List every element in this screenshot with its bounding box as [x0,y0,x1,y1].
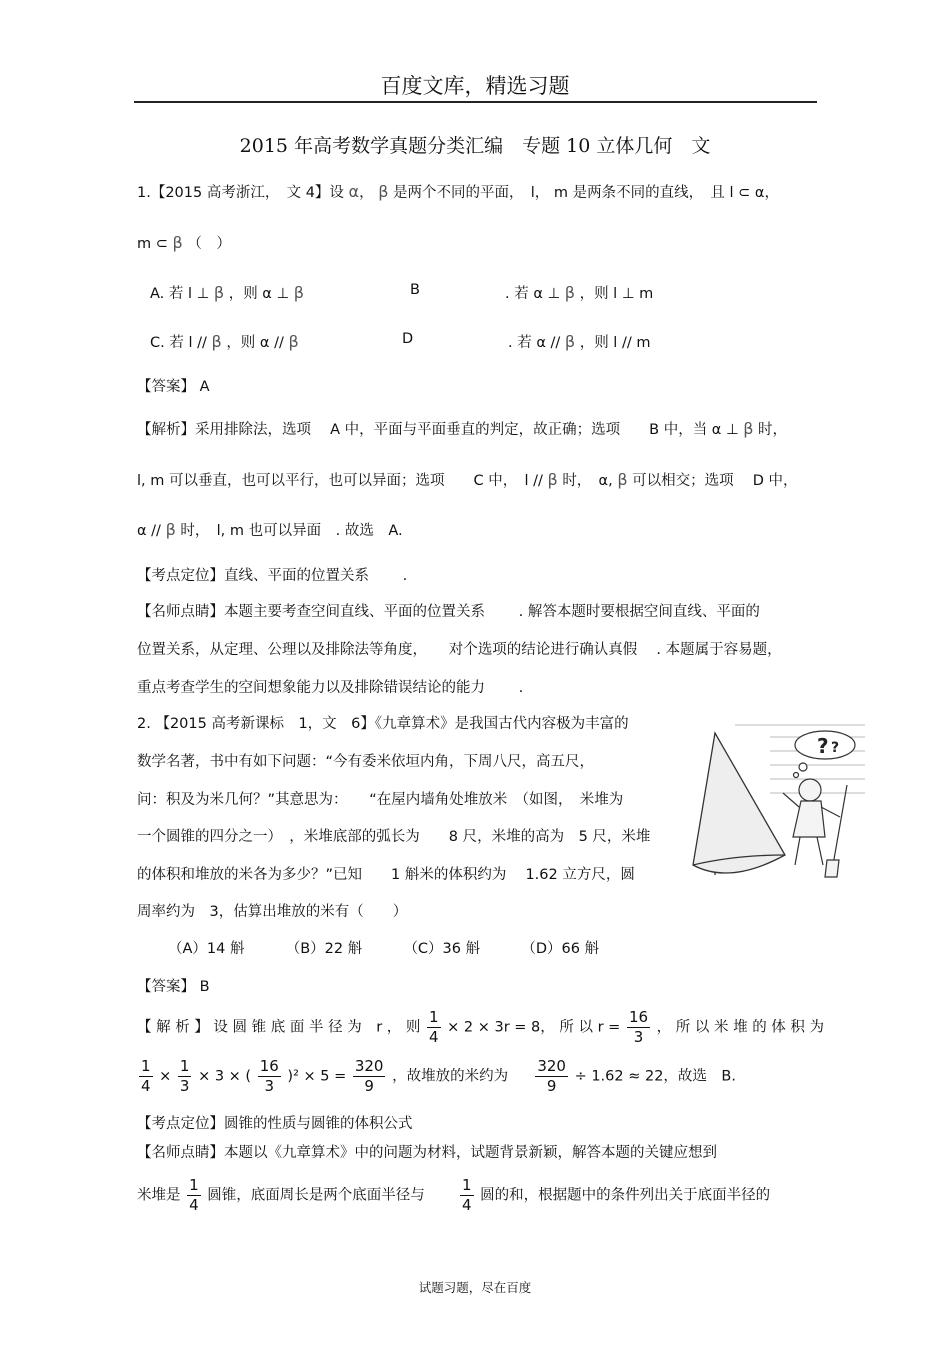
q1-stem-line1: 1.【2015 高考浙江， 文 4】设 α， β 是两个不同的平面， l， m 是两条不同的直线， 且 l ⊂ α， [137,182,779,201]
q2-option-c: （C）36 斛 [403,941,481,957]
rice-pile-illustration [675,715,875,885]
q1-option-d: . 若 α // β ，则 l // m [508,332,651,351]
q2-options [168,937,599,958]
q2-line6: 周率约为 3，估算出堆放的米有（ ） [137,904,408,920]
q1-mingshi-line2: 位置关系，从定理、公理以及排除法等角度， 对个选项的结论进行确认真假 . 本题属于容易题， [137,642,782,658]
svg-text:?: ? [817,734,829,758]
q1-analysis-line2: l, m 可以垂直，也可以平行，也可以异面；选项 C 中， l // β 时， α, β 可以相交；选项 D 中， [137,470,798,489]
q2-line3: 问：积及为米几何？”其意思为： “在屋内墙角处堆放米 （如图， 米堆为 [137,792,624,808]
fraction-1-3: $\frac{1}{3}$ [179,1057,190,1095]
q1-analysis-line1: 【解析】采用排除法，选项 A 中，平面与平面垂直的判定，故正确；选项 B 中，当 α ⊥ β 时， [137,419,788,438]
q2-answer: 【答案】 B [137,979,210,995]
q2-line2: 数学名著，书中有如下问题：“今有委米依垣内角，下周八尺，高五尺， [137,754,595,770]
fraction-16-3: $\frac{16}{3}$ [259,1057,279,1095]
fraction-1-4: $\frac{1}{4}$ [429,1008,439,1046]
q1-option-b: . 若 α ⊥ β ，则 l ⊥ m [505,283,654,302]
fraction-1-4: $\frac{1}{4}$ [189,1176,199,1214]
q1-option-c: C. 若 l // β ，则 α // β [150,332,299,351]
q2-line5: 的体积和堆放的米各为多少？”已知 1 斛米的体积约为 1.62 立方尺，圆 [137,867,635,883]
q2-line1: 2. 【2015 高考新课标 1，文 6】《九章算术》是我国古代内容极为丰富的 [137,716,629,732]
fraction-1-4: $\frac{1}{4}$ [461,1176,472,1214]
fraction-1-4: $\frac{1}{4}$ [141,1057,151,1095]
q2-line4: 一个圆锥的四分之一） ，米堆底部的弧长为 8 尺，米堆的高为 5 尺，米堆 [137,829,651,845]
q1-mingshi-line1: 【名师点睛】本题主要考查空间直线、平面的位置关系 . 解答本题时要根据空间直线、平面的 [137,604,760,620]
q2-jiexi-line1: 【 解 析 】 设 圆 锥 底 面 半 径 为 r ， 则 $\frac{1}{4}$ × 2 × 3r = 8， 所 以 r = $\frac{16}{3}$ ， 所 以 米 堆 的 体 积 为 [137,1008,825,1046]
document-title: 2015 年高考数学真题分类汇编 专题 10 立体几何 文 [239,135,711,157]
svg-text:?: ? [831,740,840,756]
header-rule [134,101,817,103]
fraction-320-9: $\frac{320}{9}$ [537,1057,566,1095]
q1-kaodian: 【考点定位】直线、平面的位置关系 . [137,568,408,584]
q1-stem-line2: m ⊂ β （ ） [137,233,231,252]
q1-option-b-label: B [410,282,420,298]
footer: 试题习题，尽在百度 [418,1280,532,1295]
q2-mingshi-line2: 米堆是 $\frac{1}{4}$ 圆锥，底面周长是两个底面半径与 $\frac{1}{4}$ 圆的和，根据题中的条件列出关于底面半径的 [137,1176,771,1214]
q2-option-b: （B）22 斛 [285,941,363,957]
q1-mingshi-line3: 重点考查学生的空间想象能力以及排除错误结论的能力 . [137,680,524,696]
q2-kaodian: 【考点定位】圆锥的性质与圆锥的体积公式 [137,1116,413,1132]
q1-answer: 【答案】 A [137,379,210,395]
q1-option-a: A. 若 l ⊥ β ，则 α ⊥ β [150,283,304,302]
q2-mingshi-line1: 【名师点睛】本题以《九章算术》中的问题为材料，试题背景新颖，解答本题的关键应想到 [137,1145,717,1161]
q1-analysis-line3: α // β 时， l, m 也可以异面 . 故选 A. [137,520,403,539]
q2-option-d: （D）66 斛 [521,941,600,957]
q2-option-a: （A）14 斛 [168,941,245,957]
fraction-16-3: $\frac{16}{3}$ [628,1008,649,1046]
q2-jiexi-line2: $\frac{1}{4}$ × $\frac{1}{3}$ × 3 × ( $\frac{16}{3}$ )² × 5 = $\frac{320}{9}$ ，故堆放的米约为 $\frac{320}{9}$ ÷ 1.62 ≈ 22，故选 B. [141,1057,736,1095]
header-title: 百度文库，精选习题 [380,74,570,98]
q1-option-d-label: D [402,331,414,347]
fraction-320-9: $\frac{320}{9}$ [354,1057,384,1095]
